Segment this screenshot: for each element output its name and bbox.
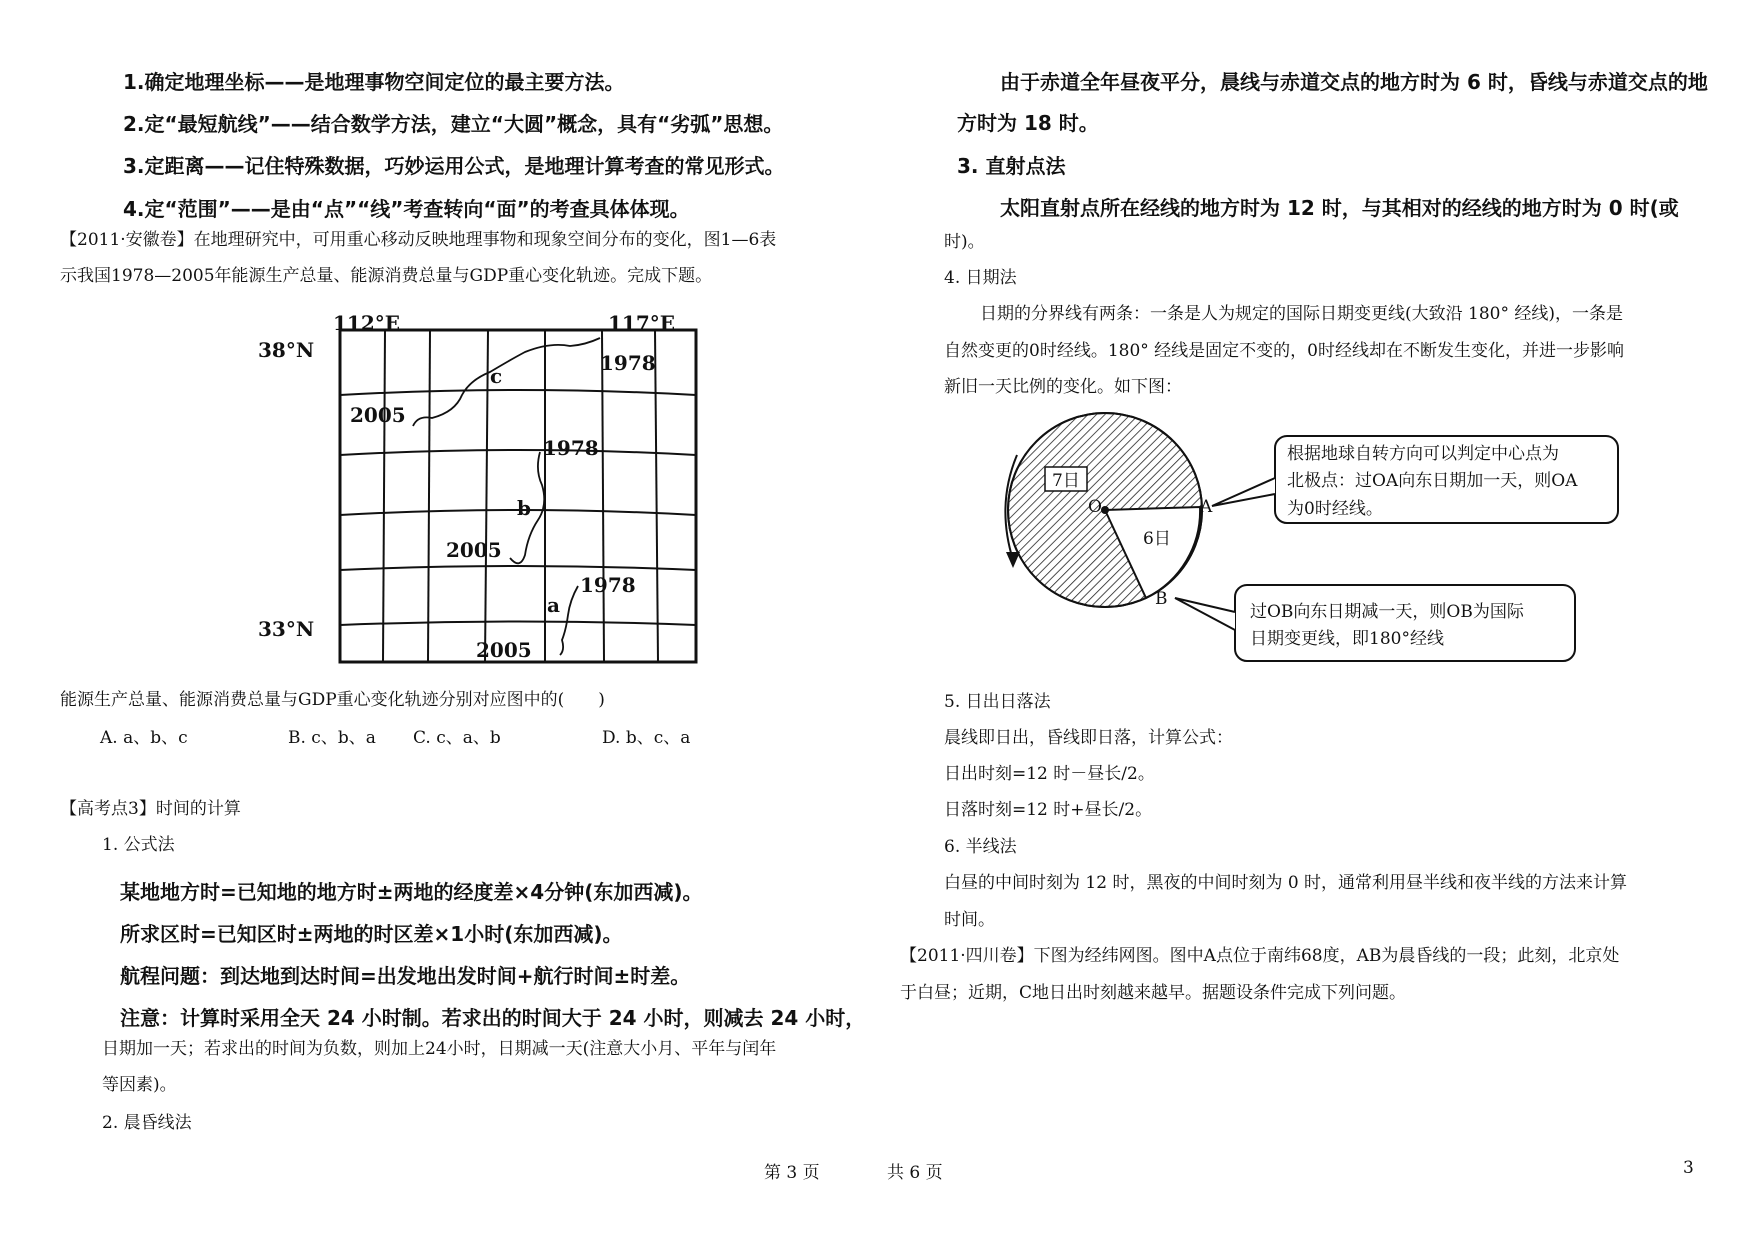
sunset-formula: 日落时刻=12 时+昼长/2。 — [944, 800, 1153, 820]
option-c: C. c、a、b — [413, 728, 501, 748]
right-para3-line3: 新旧一天比例的变化。如下图： — [944, 377, 1182, 397]
curve-a-end: 2005 — [476, 638, 532, 662]
method-1: 1.确定地理坐标——是地理事物空间定位的最主要方法。 — [123, 70, 625, 94]
subheading-sunrise: 5. 日出日落法 — [944, 692, 1051, 712]
sunrise-formula: 日出时刻=12 时－昼长/2。 — [944, 764, 1155, 784]
subheading-formula: 1. 公式法 — [102, 835, 175, 855]
point-b-label: B — [1155, 589, 1168, 609]
day6-label: 6日 — [1143, 529, 1171, 549]
curve-b-letter: b — [517, 496, 531, 520]
curve-a-start: 1978 — [580, 573, 636, 597]
question2-intro-line2: 于白昼；近期，C地日出时刻越来越早。据题设条件完成下列问题。 — [900, 983, 1407, 1003]
curve-b-start: 1978 — [543, 436, 599, 460]
curve-c-end: 2005 — [350, 403, 406, 427]
method-4: 4.定“范围”——是由“点”“线”考查转向“面”的考查具体体现。 — [123, 197, 690, 221]
question2-intro-line1: 【2011·四川卷】下图为经纬网图。图中A点位于南纬68度，AB为晨昏线的一段；此刻，北京处 — [900, 946, 1620, 966]
method-3: 3.定距离——记住特殊数据，巧妙运用公式，是地理计算考查的常见形式。 — [123, 154, 785, 178]
option-a: A. a、b、c — [100, 728, 188, 748]
subheading-terminator: 2. 晨昏线法 — [102, 1113, 192, 1133]
date-line-diagram — [990, 400, 1630, 670]
right-para2-line1: 太阳直射点所在经线的地方时为 12 时，与其相对的经线的地方时为 0 时(或 — [1000, 196, 1679, 220]
gravity-center-map — [250, 308, 710, 668]
right-para1-line1: 由于赤道全年昼夜平分，晨线与赤道交点的地方时为 6 时，昏线与赤道交点的地 — [1000, 70, 1708, 94]
callout2-line2: 日期变更线，即180°经线 — [1250, 629, 1444, 649]
footer-page-number: 3 — [1683, 1158, 1694, 1178]
callout1-line2: 北极点：过OA向东日期加一天，则OA — [1287, 471, 1578, 491]
note-line3: 等因素)。 — [102, 1075, 177, 1095]
lat-label-bottom: 33°N — [258, 617, 315, 641]
callout1-line1: 根据地球自转方向可以判定中心点为 — [1287, 444, 1559, 464]
center-o-label: O — [1088, 497, 1102, 517]
lon-label-right: 117°E — [608, 311, 675, 335]
right-para7-line2: 时间。 — [944, 910, 995, 930]
lon-label-left: 112°E — [333, 311, 400, 335]
formula-note: 注意：计算时采用全天 24 小时制。若求出的时间大于 24 小时，则减去 24 小时， — [120, 1006, 866, 1030]
section-heading: 【高考点3】时间的计算 — [60, 799, 241, 819]
right-para7-line1: 白昼的中间时刻为 12 时，黑夜的中间时刻为 0 时，通常利用昼半线和夜半线的方法来计算 — [944, 873, 1628, 893]
callout2-line1: 过OB向东日期减一天，则OB为国际 — [1250, 602, 1524, 622]
right-para2-line2: 时)。 — [944, 232, 985, 252]
method-2: 2.定“最短航线”——结合数学方法，建立“大圆”概念，具有“劣弧”思想。 — [123, 112, 784, 136]
right-para4: 晨线即日出，昏线即日落，计算公式： — [944, 728, 1233, 748]
callout1-line3: 为0时经线。 — [1287, 499, 1383, 519]
option-b: B. c、b、a — [288, 728, 376, 748]
formula-zone-time: 所求区时=已知区时±两地的时区差×1小时(东加西减)。 — [120, 922, 623, 946]
question1-stem: 能源生产总量、能源消费总量与GDP重心变化轨迹分别对应图中的( ) — [60, 690, 605, 710]
right-para3-line1: 日期的分界线有两条：一条是人为规定的国际日期变更线(大致沿 180° 经线)，一条是 — [980, 304, 1624, 324]
question1-intro-line2: 示我国1978—2005年能源生产总量、能源消费总量与GDP重心变化轨迹。完成下题。 — [60, 266, 713, 286]
subheading-direct-point: 3. 直射点法 — [957, 154, 1066, 178]
right-para1-line2: 方时为 18 时。 — [957, 111, 1099, 135]
curve-c-start: 1978 — [600, 351, 656, 375]
curve-c-letter: c — [490, 364, 503, 388]
curve-a-letter: a — [547, 593, 560, 617]
option-d: D. b、c、a — [602, 728, 691, 748]
lat-label-top: 38°N — [258, 338, 315, 362]
subheading-half-line: 6. 半线法 — [944, 837, 1017, 857]
formula-voyage: 航程问题：到达地到达时间=出发地出发时间+航行时间±时差。 — [120, 964, 691, 988]
subheading-date: 4. 日期法 — [944, 268, 1017, 288]
question1-intro-line1: 【2011·安徽卷】在地理研究中，可用重心移动反映地理事物和现象空间分布的变化，图1—6表 — [60, 230, 777, 250]
footer-total: 共 6 页 — [887, 1163, 943, 1183]
curve-b-end: 2005 — [446, 538, 502, 562]
right-para3-line2: 自然变更的0时经线。180° 经线是固定不变的，0时经线却在不断发生变化，并进一步影响 — [944, 341, 1624, 361]
point-a-label: A — [1200, 497, 1213, 517]
formula-local-time: 某地地方时=已知地的地方时±两地的经度差×4分钟(东加西减)。 — [120, 880, 703, 904]
footer-page: 第 3 页 — [764, 1163, 820, 1183]
day7-label: 7日 — [1052, 471, 1080, 491]
note-line2: 日期加一天；若求出的时间为负数，则加上24小时，日期减一天(注意大小月、平年与闰年 — [102, 1039, 777, 1059]
